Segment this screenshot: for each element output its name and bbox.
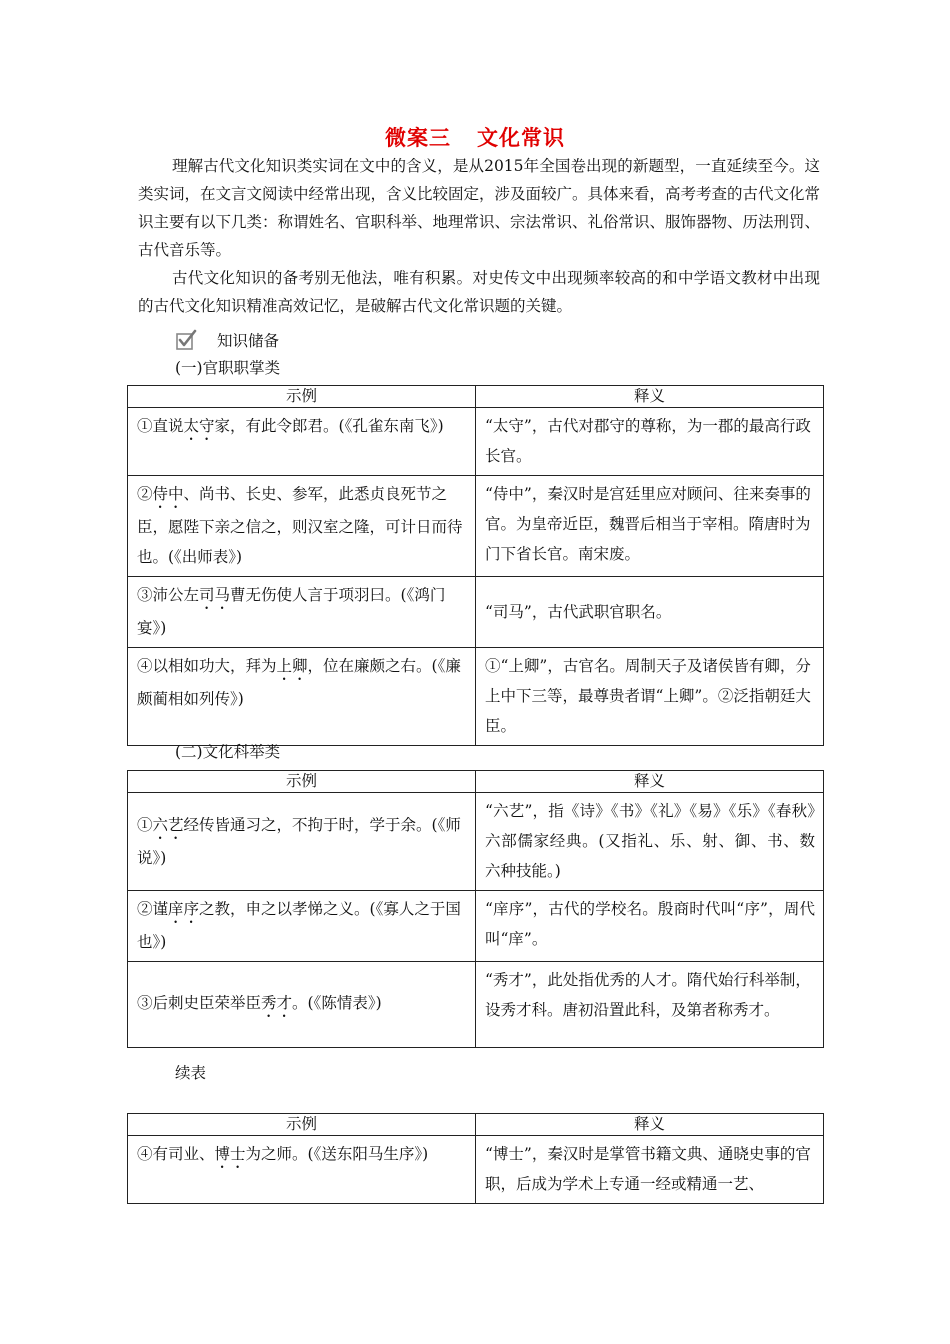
- table-continued: [127, 1113, 824, 1204]
- example-cell: ②谨庠序之教，申之以孝悌之义。(《寡人之于国也》): [128, 891, 476, 962]
- example-cell: ②侍中、尚书、长史、参军，此悉贞良死节之臣，愿陛下亲之信之，则汉室之隆，可计日而待也。(《出师表》): [128, 476, 476, 577]
- meaning-cell: “博士”，秦汉时是掌管书籍文典、通晓史事的官职，后成为学术上专通一经或精通一艺、: [476, 1136, 824, 1204]
- meaning-cell: “司马”，古代武职官职名。: [476, 577, 824, 648]
- example-cell: ④以相如功大，拜为上卿，位在廉颇之右。(《廉颇蔺相如列传》): [128, 648, 476, 746]
- key-term: 司马: [199, 586, 231, 604]
- title-part2: 文化常识: [477, 125, 565, 150]
- table-official-posts: [127, 385, 824, 746]
- key-term: 上卿: [276, 657, 308, 675]
- table-row: [128, 1136, 824, 1204]
- header-meaning: 释义: [476, 1114, 824, 1136]
- table-row: [128, 476, 824, 577]
- header-meaning: 释义: [476, 771, 824, 793]
- table-header-row: [128, 386, 824, 408]
- table-row: [128, 793, 824, 891]
- example-cell: ④有司业、博士为之师。(《送东阳马生序》): [128, 1136, 476, 1204]
- header-example: 示例: [128, 771, 476, 793]
- table-header-row: [128, 1114, 824, 1136]
- knowledge-section-heading: [175, 327, 279, 353]
- checkbox-icon: [175, 329, 197, 351]
- table-row: [128, 962, 824, 1048]
- key-term: 秀才: [261, 993, 293, 1012]
- key-term: 六艺: [152, 815, 184, 834]
- meaning-cell: “太守”，古代对郡守的尊称，为一郡的最高行政长官。: [476, 408, 824, 476]
- header-meaning: 释义: [476, 386, 824, 408]
- header-example: 示例: [128, 1114, 476, 1136]
- intro-paragraph-2: 古代文化知识的备考别无他法，唯有积累。对史传文中出现频率较高的和中学语文教材中出现的古代文化知识精准高效记忆，是破解古代文化常识题的关键。: [138, 269, 820, 315]
- meaning-cell: “秀才”，此处指优秀的人才。隋代始行科举制，设秀才科。唐初沿置此科，及第者称秀才。: [476, 962, 824, 1048]
- meaning-cell: ①“上卿”，古官名。周制天子及诸侯皆有卿，分上中下三等，最尊贵者谓“上卿”。②泛指朝廷大臣。: [476, 648, 824, 746]
- page-title: [0, 122, 950, 152]
- table-header-row: [128, 771, 824, 793]
- meaning-cell: “侍中”，秦汉时是宫廷里应对顾问、往来奏事的官。为皇帝近臣，魏晋后相当于宰相。隋唐时为门下省长官。南宋废。: [476, 476, 824, 577]
- key-term: 博士: [214, 1145, 246, 1163]
- section-label: 知识储备: [217, 332, 280, 350]
- key-term: 太守: [183, 417, 215, 435]
- table-row: [128, 577, 824, 648]
- example-cell: ①直说太守家，有此令郎君。(《孔雀东南飞》): [128, 408, 476, 476]
- meaning-cell: “庠序”，古代的学校名。殷商时代叫“序”，周代叫“庠”。: [476, 891, 824, 962]
- subhead-culture-exams: (二)文化科举类: [175, 743, 281, 761]
- example-cell: ③后刺史臣荣举臣秀才。(《陈情表》): [128, 962, 476, 1048]
- title-part1: 微案三: [385, 125, 451, 150]
- key-term: 庠序: [168, 900, 200, 918]
- header-example: 示例: [128, 386, 476, 408]
- table-culture-exams: [127, 770, 824, 1048]
- table-row: [128, 408, 824, 476]
- table-row: [128, 891, 824, 962]
- meaning-cell: “六艺”，指《诗》《书》《礼》《易》《乐》《春秋》六部儒家经典。(又指礼、乐、射、御、书、数六种技能。): [476, 793, 824, 891]
- example-cell: ①六艺经传皆通习之，不拘于时，学于余。(《师说》): [128, 793, 476, 891]
- key-term: 侍中: [152, 485, 184, 503]
- table-row: [128, 648, 824, 746]
- subhead-official-posts: (一)官职职掌类: [175, 359, 281, 377]
- intro-paragraph-1: 理解古代文化知识类实词在文中的含义，是从2015年全国卷出现的新题型，一直延续至今。这类实词，在文言文阅读中经常出现，含义比较固定，涉及面较广。具体来看，高考考查的古代文化常识主要有以下几类：称谓姓名、官职科举、地理常识、宗法常识、礼俗常识、服饰器物、历法刑罚、古代音乐等。: [138, 157, 821, 259]
- continued-table-label: 续表: [175, 1064, 207, 1082]
- example-cell: ③沛公左司马曹无伤使人言于项羽曰。(《鸿门宴》): [128, 577, 476, 648]
